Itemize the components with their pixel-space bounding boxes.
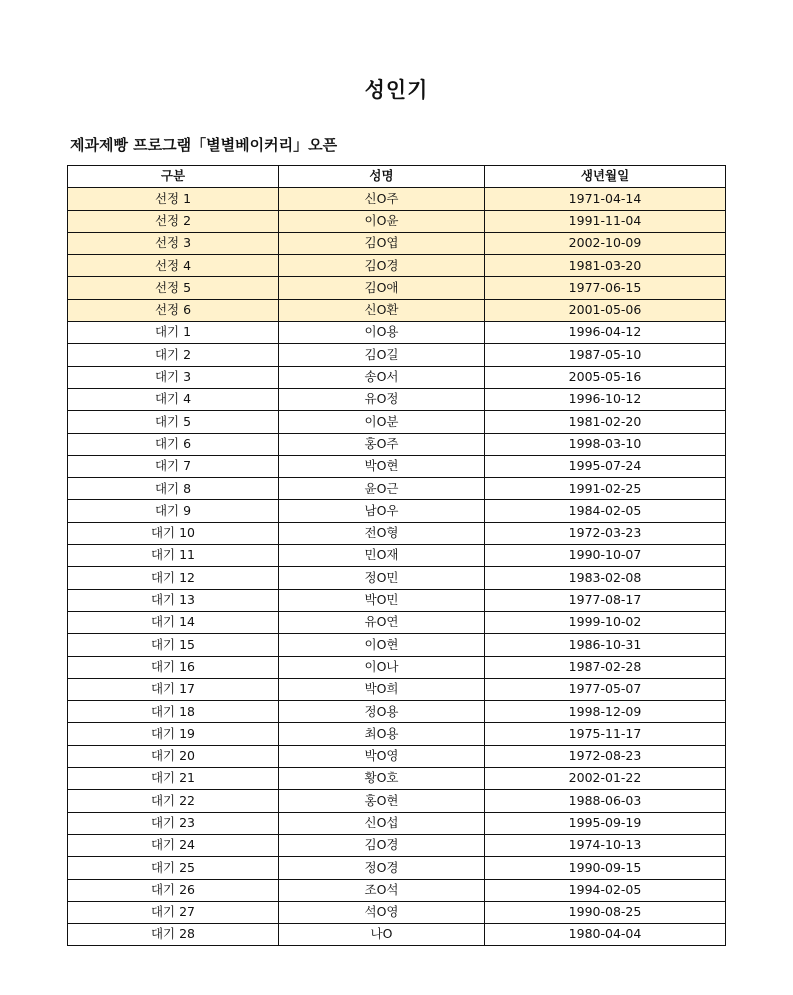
table-row-waitlist bbox=[68, 701, 726, 723]
table-row-waitlist bbox=[68, 678, 726, 700]
table-row-waitlist bbox=[68, 790, 726, 812]
table-row-selected bbox=[68, 188, 726, 210]
table-row-waitlist bbox=[68, 723, 726, 745]
cell-birthdate: 1986-10-31 bbox=[485, 634, 726, 656]
cell-group: 대기 24 bbox=[68, 834, 279, 856]
cell-group: 대기 14 bbox=[68, 611, 279, 633]
page-title: 성인기 bbox=[364, 78, 429, 102]
cell-group: 대기 18 bbox=[68, 701, 279, 723]
cell-group: 선정 4 bbox=[68, 255, 279, 277]
cell-birthdate: 1974-10-13 bbox=[485, 834, 726, 856]
table-row-selected bbox=[68, 277, 726, 299]
table-row-selected bbox=[68, 232, 726, 254]
table-row-waitlist bbox=[68, 611, 726, 633]
cell-birthdate: 1998-12-09 bbox=[485, 701, 726, 723]
cell-name: 박O영 bbox=[279, 745, 485, 767]
table-body bbox=[68, 188, 726, 946]
cell-birthdate: 1980-04-04 bbox=[485, 924, 726, 946]
cell-name: 황O호 bbox=[279, 768, 485, 790]
cell-group: 대기 11 bbox=[68, 545, 279, 567]
table-row-waitlist bbox=[68, 589, 726, 611]
cell-group: 대기 17 bbox=[68, 678, 279, 700]
cell-name: 이O윤 bbox=[279, 210, 485, 232]
table-row-waitlist bbox=[68, 322, 726, 344]
cell-group: 대기 5 bbox=[68, 411, 279, 433]
cell-name: 유O정 bbox=[279, 388, 485, 410]
cell-group: 대기 2 bbox=[68, 344, 279, 366]
cell-group: 대기 6 bbox=[68, 433, 279, 455]
cell-birthdate: 1999-10-02 bbox=[485, 611, 726, 633]
cell-birthdate: 1977-06-15 bbox=[485, 277, 726, 299]
cell-group: 대기 27 bbox=[68, 901, 279, 923]
cell-group: 대기 3 bbox=[68, 366, 279, 388]
cell-birthdate: 1994-02-05 bbox=[485, 879, 726, 901]
cell-name: 이O용 bbox=[279, 322, 485, 344]
cell-group: 대기 16 bbox=[68, 656, 279, 678]
table-row-waitlist bbox=[68, 433, 726, 455]
cell-birthdate: 1981-02-20 bbox=[485, 411, 726, 433]
cell-group: 선정 2 bbox=[68, 210, 279, 232]
table-row-selected bbox=[68, 210, 726, 232]
cell-name: 홍O현 bbox=[279, 790, 485, 812]
cell-birthdate: 1983-02-08 bbox=[485, 567, 726, 589]
cell-birthdate: 1975-11-17 bbox=[485, 723, 726, 745]
cell-group: 대기 8 bbox=[68, 478, 279, 500]
table-row-waitlist bbox=[68, 545, 726, 567]
cell-group: 대기 15 bbox=[68, 634, 279, 656]
cell-birthdate: 1971-04-14 bbox=[485, 188, 726, 210]
table-row-waitlist bbox=[68, 834, 726, 856]
cell-name: 김O애 bbox=[279, 277, 485, 299]
table-row-waitlist bbox=[68, 812, 726, 834]
column-header-name: 성명 bbox=[279, 166, 485, 188]
cell-group: 선정 1 bbox=[68, 188, 279, 210]
cell-name: 전O형 bbox=[279, 522, 485, 544]
table-row-waitlist bbox=[68, 366, 726, 388]
table-row-waitlist bbox=[68, 924, 726, 946]
table-header-row bbox=[68, 166, 726, 188]
cell-birthdate: 1981-03-20 bbox=[485, 255, 726, 277]
cell-name: 박O민 bbox=[279, 589, 485, 611]
table-row-waitlist bbox=[68, 411, 726, 433]
cell-group: 대기 13 bbox=[68, 589, 279, 611]
cell-birthdate: 1988-06-03 bbox=[485, 790, 726, 812]
table-row-waitlist bbox=[68, 745, 726, 767]
cell-group: 대기 25 bbox=[68, 857, 279, 879]
cell-birthdate: 1990-09-15 bbox=[485, 857, 726, 879]
cell-name: 유O연 bbox=[279, 611, 485, 633]
table-row-waitlist bbox=[68, 500, 726, 522]
cell-group: 대기 12 bbox=[68, 567, 279, 589]
cell-name: 남O우 bbox=[279, 500, 485, 522]
cell-group: 대기 1 bbox=[68, 322, 279, 344]
cell-name: 이O현 bbox=[279, 634, 485, 656]
table-row-waitlist bbox=[68, 478, 726, 500]
cell-name: 홍O주 bbox=[279, 433, 485, 455]
cell-birthdate: 1987-02-28 bbox=[485, 656, 726, 678]
cell-birthdate: 1977-08-17 bbox=[485, 589, 726, 611]
cell-birthdate: 1972-08-23 bbox=[485, 745, 726, 767]
table-row-waitlist bbox=[68, 879, 726, 901]
cell-birthdate: 1987-05-10 bbox=[485, 344, 726, 366]
cell-birthdate: 2001-05-06 bbox=[485, 299, 726, 321]
column-header-birthdate: 생년월일 bbox=[485, 166, 726, 188]
cell-birthdate: 1977-05-07 bbox=[485, 678, 726, 700]
cell-group: 대기 28 bbox=[68, 924, 279, 946]
cell-name: 정O민 bbox=[279, 567, 485, 589]
cell-group: 대기 4 bbox=[68, 388, 279, 410]
cell-name: 박O희 bbox=[279, 678, 485, 700]
cell-name: 김O경 bbox=[279, 834, 485, 856]
table-row-selected bbox=[68, 255, 726, 277]
cell-birthdate: 1984-02-05 bbox=[485, 500, 726, 522]
cell-group: 대기 9 bbox=[68, 500, 279, 522]
cell-birthdate: 1995-07-24 bbox=[485, 455, 726, 477]
cell-group: 선정 6 bbox=[68, 299, 279, 321]
cell-group: 대기 22 bbox=[68, 790, 279, 812]
cell-birthdate: 1996-04-12 bbox=[485, 322, 726, 344]
cell-name: 김O길 bbox=[279, 344, 485, 366]
section-title: 제과제빵 프로그램「별별베이커리」오픈 bbox=[70, 136, 338, 154]
cell-name: 윤O근 bbox=[279, 478, 485, 500]
cell-name: 나O bbox=[279, 924, 485, 946]
table-row-waitlist bbox=[68, 901, 726, 923]
cell-group: 선정 3 bbox=[68, 232, 279, 254]
cell-name: 석O영 bbox=[279, 901, 485, 923]
roster-table bbox=[67, 165, 726, 946]
cell-birthdate: 1995-09-19 bbox=[485, 812, 726, 834]
table-row-waitlist bbox=[68, 522, 726, 544]
cell-birthdate: 2002-01-22 bbox=[485, 768, 726, 790]
cell-birthdate: 2005-05-16 bbox=[485, 366, 726, 388]
cell-name: 정O경 bbox=[279, 857, 485, 879]
cell-group: 대기 20 bbox=[68, 745, 279, 767]
cell-birthdate: 1990-08-25 bbox=[485, 901, 726, 923]
table-row-waitlist bbox=[68, 344, 726, 366]
table-row-waitlist bbox=[68, 768, 726, 790]
table-row-waitlist bbox=[68, 634, 726, 656]
cell-group: 대기 19 bbox=[68, 723, 279, 745]
table-row-waitlist bbox=[68, 567, 726, 589]
cell-name: 송O서 bbox=[279, 366, 485, 388]
cell-group: 대기 23 bbox=[68, 812, 279, 834]
table-row-waitlist bbox=[68, 656, 726, 678]
cell-birthdate: 1998-03-10 bbox=[485, 433, 726, 455]
cell-name: 이O분 bbox=[279, 411, 485, 433]
cell-name: 김O엽 bbox=[279, 232, 485, 254]
cell-name: 박O현 bbox=[279, 455, 485, 477]
cell-name: 김O경 bbox=[279, 255, 485, 277]
cell-birthdate: 1972-03-23 bbox=[485, 522, 726, 544]
cell-group: 대기 21 bbox=[68, 768, 279, 790]
cell-group: 대기 26 bbox=[68, 879, 279, 901]
cell-birthdate: 1996-10-12 bbox=[485, 388, 726, 410]
cell-group: 대기 10 bbox=[68, 522, 279, 544]
cell-birthdate: 1990-10-07 bbox=[485, 545, 726, 567]
table-row-waitlist bbox=[68, 388, 726, 410]
column-header-group: 구분 bbox=[68, 166, 279, 188]
cell-name: 신O주 bbox=[279, 188, 485, 210]
cell-name: 신O환 bbox=[279, 299, 485, 321]
cell-group: 선정 5 bbox=[68, 277, 279, 299]
cell-name: 민O재 bbox=[279, 545, 485, 567]
cell-name: 최O용 bbox=[279, 723, 485, 745]
cell-birthdate: 1991-02-25 bbox=[485, 478, 726, 500]
cell-name: 정O용 bbox=[279, 701, 485, 723]
table-row-waitlist bbox=[68, 455, 726, 477]
cell-birthdate: 1991-11-04 bbox=[485, 210, 726, 232]
cell-name: 조O석 bbox=[279, 879, 485, 901]
cell-name: 이O나 bbox=[279, 656, 485, 678]
table-row-selected bbox=[68, 299, 726, 321]
cell-group: 대기 7 bbox=[68, 455, 279, 477]
cell-name: 신O섭 bbox=[279, 812, 485, 834]
table-row-waitlist bbox=[68, 857, 726, 879]
cell-birthdate: 2002-10-09 bbox=[485, 232, 726, 254]
